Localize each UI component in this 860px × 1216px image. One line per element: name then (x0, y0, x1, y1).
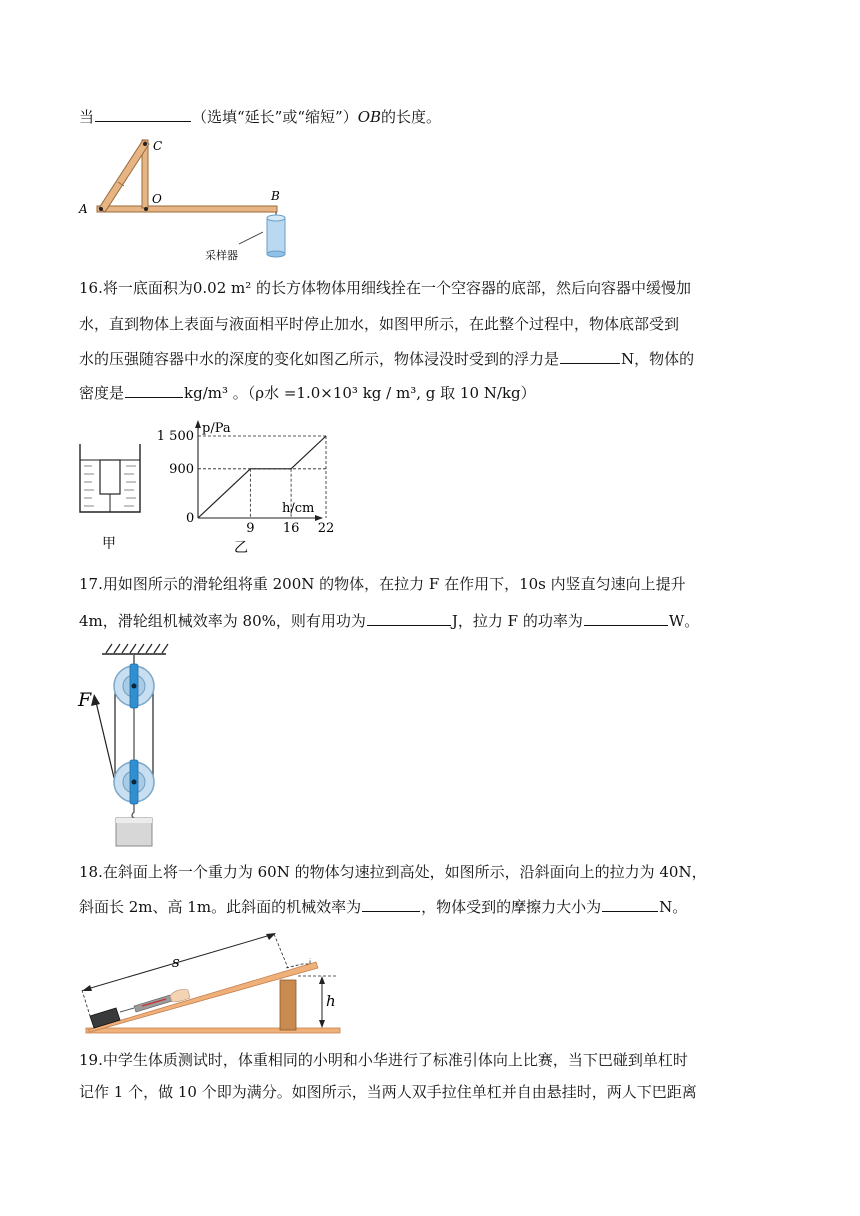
q16-line-4 (79, 382, 536, 403)
q15-text-part: 当 (79, 108, 95, 126)
q16-line-3 (79, 348, 694, 369)
q16-line-1: 16.将一底面积为0.02 m² 的长方体物体用细线拴在一个空容器的底部，然后向容器中缓慢加 (79, 279, 692, 297)
label-h: h (326, 992, 336, 1010)
q15-text-part: OB (357, 108, 382, 126)
label-b: B (271, 189, 280, 203)
answer-blank[interactable] (362, 896, 420, 912)
label-s: s (172, 953, 180, 971)
chart-ylabel: p/Pa (202, 421, 231, 436)
fig-label-yi: 乙 (234, 540, 248, 556)
q16-text-part: kg/m³ 。（ρ水 =1.0×10³ kg / m³, g 取 10 N/kg） (184, 384, 536, 402)
chart-xlabel: h/cm (282, 501, 315, 516)
fig-label-jia: 甲 (102, 536, 116, 552)
q19-line-2: 记作 1 个，做 10 个即为满分。如图所示，当两人双手拉住单杠并自由悬挂时，两人下巴距离 (79, 1083, 697, 1101)
sampler-label: 采样器 (205, 249, 238, 262)
pulley-system-figure (74, 640, 184, 850)
q16-text-part: N，物体的 (621, 350, 695, 368)
q17-text-part: W。 (668, 612, 700, 630)
q18-text-part: N。 (659, 898, 688, 916)
q16-text-part: 密度是 (79, 384, 125, 402)
answer-blank[interactable] (584, 610, 668, 626)
q15-text-line (79, 106, 441, 127)
q17-line-2 (79, 610, 699, 631)
pressure-depth-chart (150, 420, 335, 558)
answer-blank[interactable] (367, 610, 451, 626)
lever-sampler-figure (75, 132, 305, 264)
incline-figure (76, 924, 346, 1036)
label-a: A (79, 202, 88, 216)
chart-xtick-label: 22 (317, 521, 335, 536)
q15-text-part: 的长度。 (381, 108, 442, 126)
q17-text-part: 4m，滑轮组机械效率为 80%，则有用功为 (79, 612, 366, 630)
q17-line-1: 17.用如图所示的滑轮组将重 200N 的物体，在拉力 F 在作用下，10s 内竖直匀速向上提升 (79, 575, 686, 593)
label-c: C (153, 139, 163, 153)
q19-line-1: 19.中学生体质测试时，体重相同的小明和小华进行了标准引体向上比赛，当下巴碰到单杠时 (79, 1051, 688, 1069)
label-o: O (152, 192, 162, 206)
chart-xtick-label: 16 (282, 521, 300, 536)
chart-ytick-label: 1 500 (156, 429, 194, 444)
q17-text-part: J，拉力 F 的功率为 (451, 612, 583, 630)
q15-text-part: （选填“延长”或“缩短”） (192, 108, 358, 126)
q18-line-2 (79, 896, 687, 917)
answer-blank[interactable] (602, 896, 658, 912)
container-figure-jia (76, 436, 148, 558)
chart-ytick-label: 900 (169, 461, 194, 477)
chart-xtick-label: 9 (246, 521, 255, 536)
answer-blank[interactable] (560, 348, 620, 364)
answer-blank[interactable] (95, 106, 191, 122)
answer-blank[interactable] (125, 382, 183, 398)
q16-text-part: 水的压强随容器中水的深度的变化如图乙所示，物体浸没时受到的浮力是 (79, 350, 560, 368)
q16-line-2: 水，直到物体上表面与液面相平时停止加水，如图甲所示，在此整个过程中，物体底部受到 (79, 315, 680, 333)
q18-text-part: ，物体受到的摩擦力大小为 (421, 898, 602, 916)
q18-text-part: 斜面长 2m、高 1m。此斜面的机械效率为 (79, 898, 362, 916)
chart-origin: 0 (186, 511, 195, 526)
q18-line-1: 18.在斜面上将一个重力为 60N 的物体匀速拉到高处，如图所示，沿斜面向上的拉力为 40N， (79, 863, 707, 881)
force-label-f: F (78, 689, 92, 711)
